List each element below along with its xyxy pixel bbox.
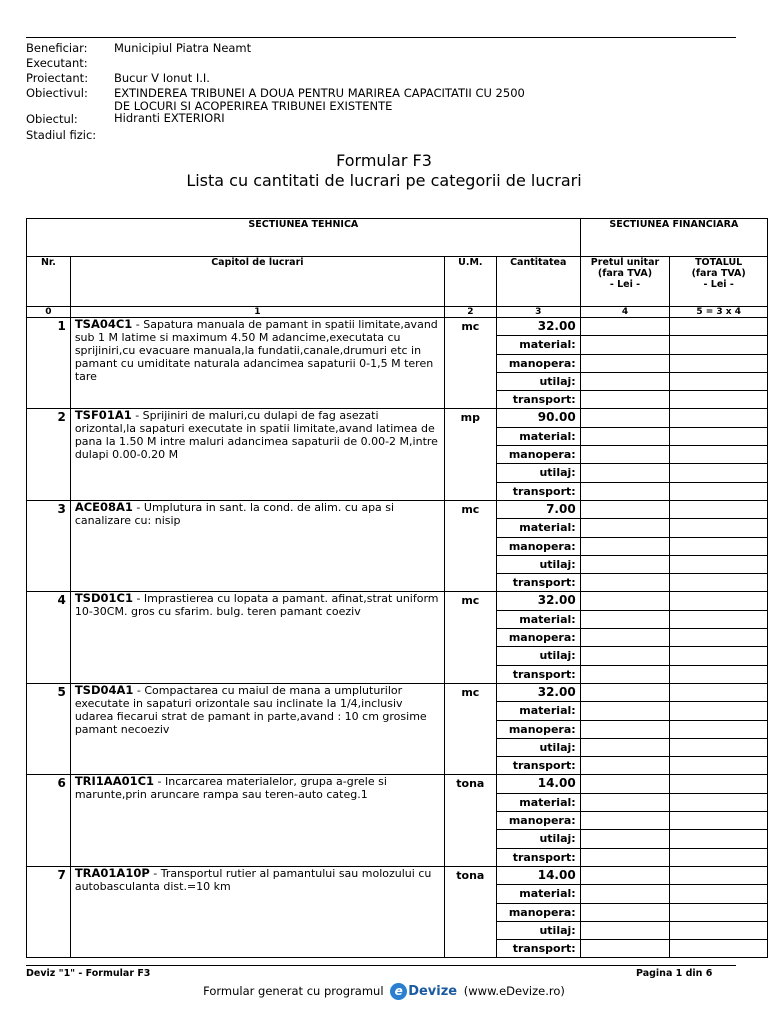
cost-label-material: material: (496, 519, 580, 537)
generator-text: Formular generat cu programul (203, 984, 384, 998)
total-cell (670, 391, 768, 409)
header-label: Proiectant: (26, 71, 89, 85)
edevize-logo (390, 983, 457, 1000)
unit-price-cell (580, 391, 670, 409)
col-total-line1: TOTALUL (695, 257, 743, 268)
item-unit: mp (444, 409, 496, 500)
header-value: Bucur V Ionut I.I. (114, 71, 210, 85)
form-title-block (0, 151, 768, 191)
generator-url: (www.eDevize.ro) (463, 984, 565, 998)
total-cell (670, 757, 768, 775)
header-value: Municipiul Piatra Neamt (114, 41, 252, 55)
unit-price-cell (580, 610, 670, 628)
item-number: 3 (27, 500, 71, 591)
col-nr: Nr. (27, 257, 71, 307)
header-row-obiectul (26, 112, 534, 127)
total-cell (670, 592, 768, 610)
section-fin: SECTIUNEA FINANCIARA (580, 219, 767, 257)
item-unit: mc (444, 592, 496, 683)
section-tech: SECTIUNEA TEHNICA (27, 219, 581, 257)
item-desc-text: - Compactarea cu maiul de mana a umpluturilor executate in sapaturi orizontale sau inclinate la 1/4,inclusiv udarea fiecarui strat de pamant in parte,avand : 10 cm grosime pamant necoeziv (74, 683, 427, 736)
table-row (27, 592, 768, 610)
table-row (27, 683, 768, 701)
header-value: Hidranti EXTERIORI (114, 111, 225, 125)
cost-label-utilaj: utilaj: (496, 464, 580, 482)
item-desc-text: - Sprijiniri de maluri,cu dulapi de fag asezati orizontal,la sapaturi executate in spatii limitate,avand latimea de pana la 1.50 M intre maluri adancimea sapaturii de 0.00-2 M,intre dulapi 0.00-0.20 M (74, 409, 438, 462)
unit-price-cell (580, 446, 670, 464)
item-number: 6 (27, 775, 71, 866)
unit-price-cell (580, 757, 670, 775)
header-value: EXTINDEREA TRIBUNEI A DOUA PENTRU MARIREA CAPACITATII CU 2500 DE LOCURI SI ACOPERIREA TRIBUNEI EXISTENTE (114, 86, 525, 113)
table-row (27, 318, 768, 336)
unit-price-cell (580, 775, 670, 793)
unit-price-cell (580, 500, 670, 518)
total-cell (670, 665, 768, 683)
cost-label-manopera: manopera: (496, 354, 580, 372)
item-desc-text: - Imprastierea cu lopata a pamant. afinat,strat uniform 10-30CM. gros cu sfarim. bulg. teren pamant coeziv (74, 592, 439, 619)
item-description (70, 592, 444, 683)
col-num-0: 0 (27, 307, 71, 318)
item-number: 1 (27, 318, 71, 409)
top-rule (26, 37, 736, 38)
col-num-4: 4 (580, 307, 670, 318)
col-pret-line2: (fara TVA) (597, 268, 653, 279)
header-value (114, 128, 534, 143)
item-desc-text: - Sapatura manuala de pamant in spatii limitate,avand sub 1 M latime si maximum 4.50 M adancime,executata cu sprijiniri,cu evacuare manuala,la fundatii,canale,drumuri etc in pamant cu umiditate naturala adancimea sapaturii 0-1,5 M teren tare (74, 318, 438, 383)
header-row-beneficiar (26, 41, 534, 56)
unit-price-cell (580, 592, 670, 610)
total-cell (670, 446, 768, 464)
item-description (70, 866, 444, 957)
total-cell (670, 830, 768, 848)
header-label: Obiectivul: (26, 86, 88, 100)
cost-label-manopera: manopera: (496, 446, 580, 464)
total-cell (670, 427, 768, 445)
total-cell (670, 866, 768, 884)
unit-price-cell (580, 720, 670, 738)
total-cell (670, 812, 768, 830)
col-total (670, 257, 768, 307)
unit-price-cell (580, 647, 670, 665)
total-cell (670, 336, 768, 354)
item-number: 5 (27, 683, 71, 774)
unit-price-cell (580, 372, 670, 390)
cost-label-transport: transport: (496, 848, 580, 866)
cost-label-utilaj: utilaj: (496, 738, 580, 756)
cost-label-material: material: (496, 610, 580, 628)
item-quantity: 90.00 (496, 409, 580, 427)
col-total-line3: - Lei - (703, 279, 734, 290)
header-value (114, 56, 534, 71)
unit-price-cell (580, 683, 670, 701)
col-num-3: 3 (496, 307, 580, 318)
unit-price-cell (580, 940, 670, 958)
item-description (70, 500, 444, 591)
unit-price-cell (580, 665, 670, 683)
table-row (27, 409, 768, 427)
item-number: 7 (27, 866, 71, 957)
form-title: Formular F3 (336, 151, 432, 170)
cost-label-transport: transport: (496, 574, 580, 592)
item-quantity: 14.00 (496, 775, 580, 793)
item-quantity: 14.00 (496, 866, 580, 884)
total-cell (670, 409, 768, 427)
unit-price-cell (580, 702, 670, 720)
unit-price-cell (580, 848, 670, 866)
total-cell (670, 372, 768, 390)
unit-price-cell (580, 574, 670, 592)
form-subtitle: Lista cu cantitati de lucrari pe categorii de lucrari (186, 171, 582, 190)
cost-label-manopera: manopera: (496, 903, 580, 921)
works-table (26, 218, 768, 958)
total-cell (670, 848, 768, 866)
unit-price-cell (580, 812, 670, 830)
unit-price-cell (580, 830, 670, 848)
total-cell (670, 921, 768, 939)
cost-label-transport: transport: (496, 757, 580, 775)
item-description (70, 775, 444, 866)
item-code: TRI1AA01C1 (74, 774, 155, 789)
cost-label-material: material: (496, 427, 580, 445)
item-code: TSA04C1 (74, 317, 133, 331)
total-cell (670, 738, 768, 756)
cost-label-material: material: (496, 885, 580, 903)
total-cell (670, 537, 768, 555)
item-description (70, 409, 444, 500)
col-total-line2: (fara TVA) (691, 268, 746, 279)
table-row (27, 866, 768, 884)
total-cell (670, 354, 768, 372)
column-header-row (27, 257, 768, 307)
header-label: Beneficiar: (26, 41, 88, 55)
table-row (27, 500, 768, 518)
footer-page-number: Pagina 1 din 6 (636, 968, 713, 979)
total-cell (670, 940, 768, 958)
item-quantity: 7.00 (496, 500, 580, 518)
item-code: TRA01A10P (74, 866, 150, 880)
total-cell (670, 683, 768, 701)
total-cell (670, 574, 768, 592)
item-code: ACE08A1 (74, 500, 133, 514)
col-capitol: Capitol de lucrari (70, 257, 444, 307)
cost-label-manopera: manopera: (496, 812, 580, 830)
cost-label-manopera: manopera: (496, 720, 580, 738)
item-code: TSD01C1 (74, 591, 133, 606)
total-cell (670, 555, 768, 573)
total-cell (670, 720, 768, 738)
item-unit: mc (444, 318, 496, 409)
item-description (70, 318, 444, 409)
item-unit: mc (444, 500, 496, 591)
footer-rule (26, 965, 736, 966)
footer-doc-label: Deviz "1" - Formular F3 (26, 968, 151, 979)
cost-label-transport: transport: (496, 482, 580, 500)
cost-label-utilaj: utilaj: (496, 372, 580, 390)
header-row-stadiul (26, 128, 534, 143)
cost-label-utilaj: utilaj: (496, 647, 580, 665)
item-quantity: 32.00 (496, 683, 580, 701)
unit-price-cell (580, 885, 670, 903)
col-um: U.M. (444, 257, 496, 307)
col-num-1: 1 (70, 307, 444, 318)
item-unit: tona (444, 866, 496, 957)
header-row-obiectivul (26, 86, 534, 113)
cost-label-material: material: (496, 793, 580, 811)
item-description (70, 683, 444, 774)
total-cell (670, 610, 768, 628)
edevize-e-icon: e (390, 983, 407, 1000)
total-cell (670, 464, 768, 482)
cost-label-utilaj: utilaj: (496, 830, 580, 848)
unit-price-cell (580, 354, 670, 372)
item-number: 4 (27, 592, 71, 683)
unit-price-cell (580, 903, 670, 921)
item-code: TSD04A1 (74, 683, 134, 697)
section-header-row (27, 219, 768, 257)
unit-price-cell (580, 336, 670, 354)
col-pret-line3: - Lei - (609, 279, 641, 290)
col-pret-line1: Pretul unitar (590, 257, 660, 268)
cost-label-manopera: manopera: (496, 537, 580, 555)
table-row (27, 775, 768, 793)
item-desc-text: - Incarcarea materialelor, grupa a-grele si marunte,prin aruncare rampa sau teren-auto categ.1 (74, 775, 387, 802)
items-body (27, 318, 768, 958)
item-number: 2 (27, 409, 71, 500)
unit-price-cell (580, 921, 670, 939)
cost-label-manopera: manopera: (496, 629, 580, 647)
item-desc-text: - Umplutura in sant. la cond. de alim. cu apa si canalizare cu: nisip (74, 500, 395, 527)
unit-price-cell (580, 793, 670, 811)
unit-price-cell (580, 738, 670, 756)
total-cell (670, 775, 768, 793)
cost-label-transport: transport: (496, 391, 580, 409)
total-cell (670, 903, 768, 921)
cost-label-transport: transport: (496, 665, 580, 683)
cost-label-transport: transport: (496, 940, 580, 958)
col-num-5: 5 = 3 x 4 (670, 307, 768, 318)
item-desc-text: - Transportul rutier al pamantului sau molozului cu autobasculanta dist.=10 km (74, 866, 432, 893)
col-pret-unitar (580, 257, 670, 307)
col-num-2: 2 (444, 307, 496, 318)
total-cell (670, 885, 768, 903)
total-cell (670, 793, 768, 811)
unit-price-cell (580, 519, 670, 537)
item-code: TSF01A1 (74, 408, 132, 423)
header-label: Executant: (26, 56, 88, 70)
cost-label-material: material: (496, 336, 580, 354)
unit-price-cell (580, 409, 670, 427)
unit-price-cell (580, 482, 670, 500)
unit-price-cell (580, 464, 670, 482)
total-cell (670, 629, 768, 647)
unit-price-cell (580, 866, 670, 884)
edevize-logo-text: Devize (408, 983, 458, 999)
column-number-row (27, 307, 768, 318)
cost-label-utilaj: utilaj: (496, 921, 580, 939)
item-unit: tona (444, 775, 496, 866)
unit-price-cell (580, 318, 670, 336)
cost-label-material: material: (496, 702, 580, 720)
unit-price-cell (580, 555, 670, 573)
document-header (26, 41, 534, 143)
generator-note (0, 983, 768, 1000)
header-label: Stadiul fizic: (26, 128, 97, 142)
total-cell (670, 482, 768, 500)
total-cell (670, 318, 768, 336)
unit-price-cell (580, 537, 670, 555)
col-cantitatea: Cantitatea (496, 257, 580, 307)
cost-label-utilaj: utilaj: (496, 555, 580, 573)
total-cell (670, 702, 768, 720)
unit-price-cell (580, 629, 670, 647)
total-cell (670, 500, 768, 518)
header-label: Obiectul: (26, 112, 78, 126)
unit-price-cell (580, 427, 670, 445)
header-row-proiectant (26, 71, 534, 86)
total-cell (670, 519, 768, 537)
total-cell (670, 647, 768, 665)
item-quantity: 32.00 (496, 318, 580, 336)
item-quantity: 32.00 (496, 592, 580, 610)
item-unit: mc (444, 683, 496, 774)
header-row-executant (26, 56, 534, 71)
